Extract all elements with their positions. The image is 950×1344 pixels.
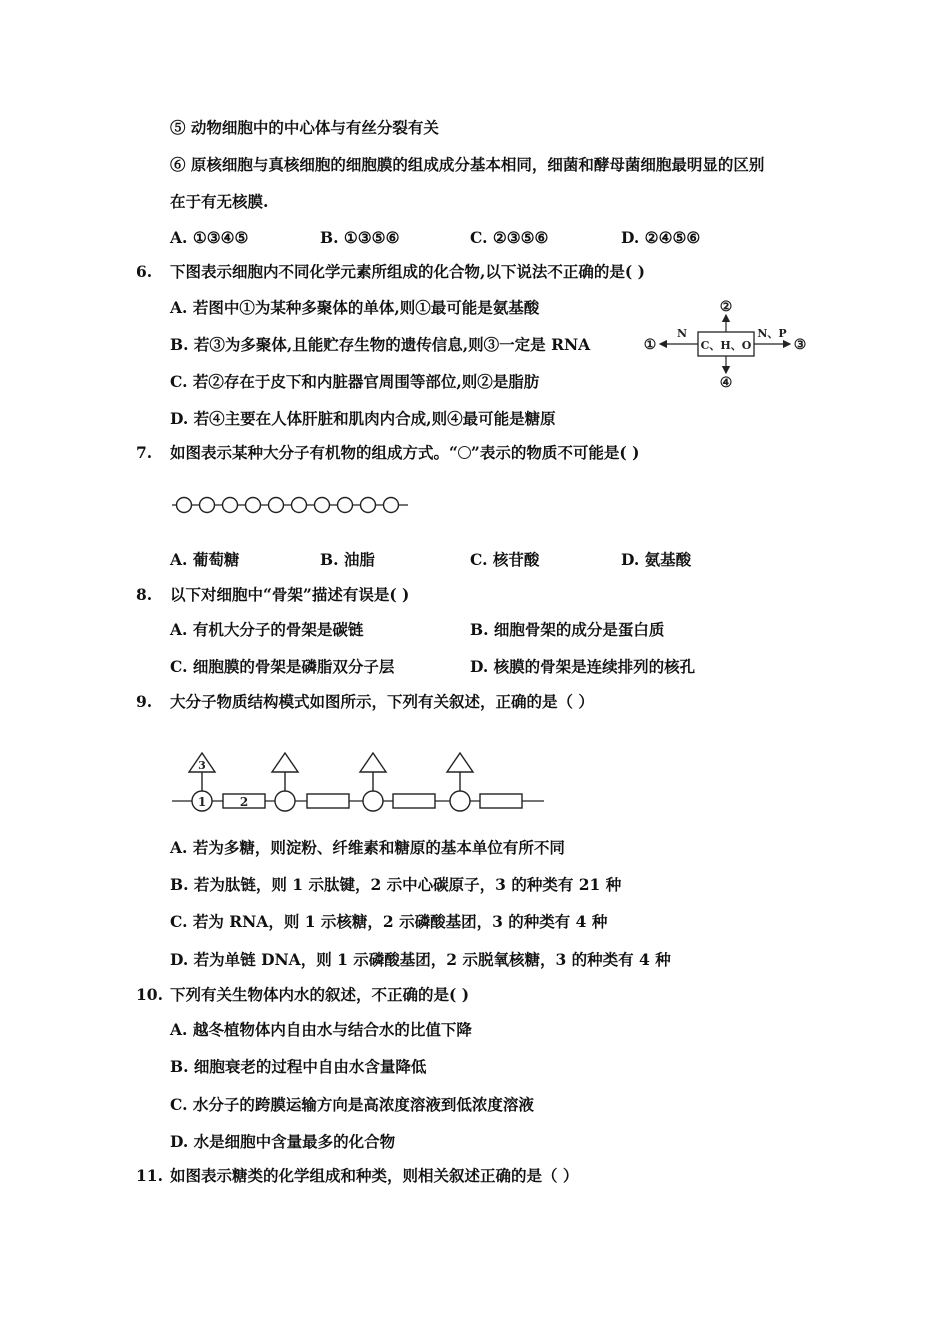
option-d: D. 核膜的骨架是连续排列的核孔 xyxy=(470,657,696,676)
question-stem xyxy=(170,443,639,463)
monomer-circle xyxy=(200,498,215,513)
monomer-circle xyxy=(338,498,353,513)
question-number: 8. xyxy=(136,585,153,604)
monomer-circle xyxy=(223,498,238,513)
option-c: C. 细胞膜的骨架是磷脂双分子层 xyxy=(170,657,395,676)
option-d: D. 氨基酸 xyxy=(621,550,692,569)
label-2: 2 xyxy=(239,795,249,809)
monomer-chain-diagram xyxy=(170,492,415,518)
option-b: B. 细胞衰老的过程中自由水含量降低 xyxy=(170,1057,427,1076)
monomer-circle xyxy=(361,498,376,513)
question-stem: 下列有关生物体内水的叙述，不正确的是( ) xyxy=(170,985,470,1004)
prev-option-b: B. ①③⑤⑥ xyxy=(320,228,400,247)
monomer-circle xyxy=(177,498,192,513)
node-4: ④ xyxy=(719,375,733,391)
label-n: N xyxy=(676,327,688,340)
element-compound-diagram xyxy=(638,293,818,393)
small-circle-symbol xyxy=(458,446,471,459)
node-1: ① xyxy=(643,337,657,353)
unit-rect xyxy=(480,794,522,808)
question-number: 6. xyxy=(136,262,153,281)
question-number: 10. xyxy=(136,985,163,1004)
monomer-circle xyxy=(292,498,307,513)
option-c: C. 若②存在于皮下和内脏器官周围等部位,则②是脂肪 xyxy=(170,372,540,391)
node-2: ② xyxy=(719,299,733,315)
question-stem: 下图表示细胞内不同化学元素所组成的化合物,以下说法不正确的是( ) xyxy=(170,262,645,281)
prev-option-c: C. ②③⑤⑥ xyxy=(470,228,549,247)
question-stem: 大分子物质结构模式如图所示，下列有关叙述，正确的是（ ） xyxy=(170,692,594,711)
option-a: A. 有机大分子的骨架是碳链 xyxy=(170,620,364,639)
label-1: 1 xyxy=(197,795,207,809)
option-d: D. 若④主要在人体肝脏和肌肉内合成,则④最可能是糖原 xyxy=(170,409,556,428)
base-triangle xyxy=(360,753,386,772)
question-stem: 如图表示糖类的化学组成和种类，则相关叙述正确的是（ ） xyxy=(170,1166,579,1185)
option-a: A. 葡萄糖 xyxy=(170,550,240,569)
monomer-circle xyxy=(315,498,330,513)
question-number: 11. xyxy=(136,1166,163,1185)
statement-5: ⑤ 动物细胞中的中心体与有丝分裂有关 xyxy=(170,118,439,137)
monomer-circle xyxy=(246,498,261,513)
option-a: A. 若图中①为某种多聚体的单体,则①最可能是氨基酸 xyxy=(170,298,540,317)
option-c: C. 水分子的跨膜运输方向是高浓度溶液到低浓度溶液 xyxy=(170,1095,534,1114)
unit-rect xyxy=(393,794,435,808)
base-triangle xyxy=(447,753,473,772)
unit-circle xyxy=(363,791,383,811)
base-triangle xyxy=(272,753,298,772)
unit-circle xyxy=(275,791,295,811)
node-3: ③ xyxy=(793,337,807,353)
question-number: 7. xyxy=(136,443,153,462)
stem-part-1: 如图表示某种大分子有机物的组成方式。“ xyxy=(170,443,458,462)
unit-rect xyxy=(307,794,349,808)
question-stem: 以下对细胞中“骨架”描述有误是( ) xyxy=(170,585,410,604)
option-b: B. 若③为多聚体,且能贮存生物的遗传信息,则③一定是 RNA xyxy=(170,335,591,354)
option-a: A. 若为多糖，则淀粉、纤维素和糖原的基本单位有所不同 xyxy=(170,838,565,857)
question-number: 9. xyxy=(136,692,153,711)
unit-circle xyxy=(450,791,470,811)
option-c: C. 若为 RNA，则 1 示核糖，2 示磷酸基团，3 的种类有 4 种 xyxy=(170,912,608,931)
label-3: 3 xyxy=(198,759,206,772)
option-d: D. 水是细胞中含量最多的化合物 xyxy=(170,1132,396,1151)
prev-option-a: A. ①③④⑤ xyxy=(170,228,249,247)
option-b: B. 若为肽链，则 1 示肽键，2 示中心碳原子，3 的种类有 21 种 xyxy=(170,875,622,894)
option-c: C. 核苷酸 xyxy=(470,550,540,569)
stem-part-2: ”表示的物质不可能是( ) xyxy=(470,443,640,462)
prev-option-d: D. ②④⑤⑥ xyxy=(621,228,701,247)
center-box-label: C、H、O xyxy=(700,339,752,352)
statement-6-line2: 在于有无核膜. xyxy=(170,192,269,211)
label-np: N、P xyxy=(757,327,787,340)
option-b: B. 油脂 xyxy=(320,550,375,569)
monomer-circle xyxy=(269,498,284,513)
monomer-circle xyxy=(384,498,399,513)
option-d: D. 若为单链 DNA，则 1 示磷酸基团，2 示脱氧核糖，3 的种类有 4 种 xyxy=(170,950,671,969)
option-b: B. 细胞骨架的成分是蛋白质 xyxy=(470,620,665,639)
option-a: A. 越冬植物体内自由水与结合水的比值下降 xyxy=(170,1020,472,1039)
macromolecule-structure-diagram xyxy=(170,750,550,818)
statement-6-line1: ⑥ 原核细胞与真核细胞的细胞膜的组成成分基本相同，细菌和酵母菌细胞最明显的区别 xyxy=(170,155,765,174)
